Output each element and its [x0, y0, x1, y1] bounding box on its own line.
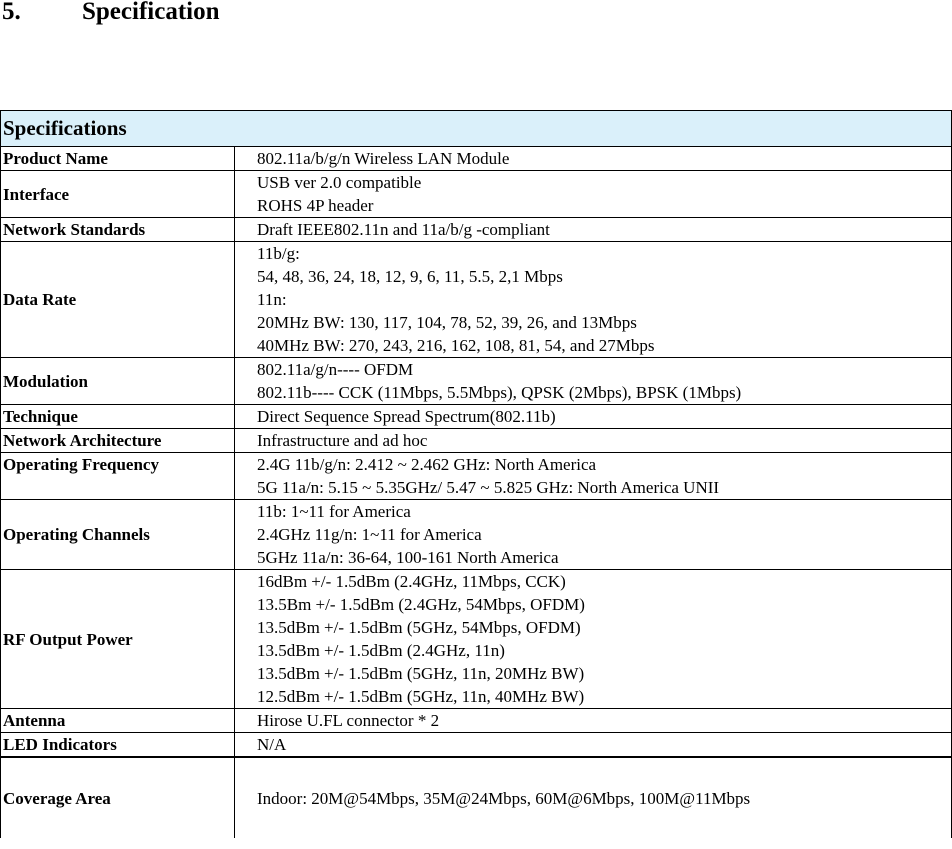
table-row: [1, 570, 952, 709]
table-row: [1, 500, 952, 570]
row-value: [235, 453, 952, 500]
value-line: 12.5dBm +/- 1.5dBm (5GHz, 11n, 40MHz BW): [257, 687, 585, 706]
row-value: [235, 218, 952, 242]
table-row: [1, 405, 952, 429]
value-line: Hirose U.FL connector * 2: [257, 711, 440, 730]
row-value: [235, 171, 952, 218]
table-header: Specifications: [1, 111, 952, 147]
table-row: [1, 242, 952, 358]
row-value: [235, 757, 952, 838]
row-label: Antenna: [1, 709, 235, 733]
table-row: [1, 218, 952, 242]
row-value: [235, 358, 952, 405]
value-line: 13.5dBm +/- 1.5dBm (5GHz, 11n, 20MHz BW): [257, 664, 585, 683]
row-label: RF Output Power: [1, 570, 235, 709]
value-line: 20MHz BW: 130, 117, 104, 78, 52, 39, 26, and 13Mbps: [257, 313, 637, 332]
section-number: 5.: [2, 0, 21, 25]
value-line: Draft IEEE802.11n and 11a/b/g -compliant: [257, 220, 550, 239]
value-line: 11n:: [257, 290, 287, 309]
row-label: Technique: [1, 405, 235, 429]
value-line: 2.4G 11b/g/n: 2.412 ~ 2.462 GHz: North America: [257, 455, 597, 474]
section-title: Specification: [82, 0, 220, 25]
table-header-row: [1, 111, 952, 147]
value-line: 5G 11a/n: 5.15 ~ 5.35GHz/ 5.47 ~ 5.825 GHz: North America UNII: [257, 478, 720, 497]
specifications-table: [0, 110, 952, 838]
value-line: 13.5dBm +/- 1.5dBm (5GHz, 54Mbps, OFDM): [257, 618, 581, 637]
value-line: 54, 48, 36, 24, 18, 12, 9, 6, 11, 5.5, 2,1 Mbps: [257, 267, 563, 286]
table-row: [1, 429, 952, 453]
value-line: 13.5dBm +/- 1.5dBm (2.4GHz, 11n): [257, 641, 505, 660]
row-label: Product Name: [1, 147, 235, 171]
value-line: Infrastructure and ad hoc: [257, 431, 428, 450]
row-label: Coverage Area: [1, 757, 235, 838]
row-label: Network Architecture: [1, 429, 235, 453]
value-line: 2.4GHz 11g/n: 1~11 for America: [257, 525, 482, 544]
value-line: ROHS 4P header: [257, 196, 374, 215]
row-value: [235, 500, 952, 570]
section-heading: [2, 0, 220, 30]
value-line: N/A: [257, 735, 287, 754]
row-label: Modulation: [1, 358, 235, 405]
row-label: Interface: [1, 171, 235, 218]
value-line: 802.11b---- CCK (11Mbps, 5.5Mbps), QPSK (2Mbps), BPSK (1Mbps): [257, 383, 742, 402]
value-line: 11b/g:: [257, 244, 300, 263]
row-label: LED Indicators: [1, 733, 235, 758]
row-label: Data Rate: [1, 242, 235, 358]
value-line: 802.11a/g/n---- OFDM: [257, 360, 414, 379]
row-value: [235, 405, 952, 429]
row-value: [235, 147, 952, 171]
value-line: 16dBm +/- 1.5dBm (2.4GHz, 11Mbps, CCK): [257, 572, 566, 591]
value-line: USB ver 2.0 compatible: [257, 173, 422, 192]
table-row: [1, 733, 952, 758]
row-label: Operating Channels: [1, 500, 235, 570]
table-row: [1, 147, 952, 171]
value-line: 5GHz 11a/n: 36-64, 100-161 North America: [257, 548, 559, 567]
value-line: 40MHz BW: 270, 243, 216, 162, 108, 81, 54, and 27Mbps: [257, 336, 655, 355]
row-value: [235, 709, 952, 733]
table-row: [1, 453, 952, 500]
value-line: Direct Sequence Spread Spectrum(802.11b): [257, 407, 556, 426]
table-row: [1, 358, 952, 405]
row-value: [235, 429, 952, 453]
value-line: 11b: 1~11 for America: [257, 502, 411, 521]
value-line: Indoor: 20M@54Mbps, 35M@24Mbps, 60M@6Mbps, 100M@11Mbps: [257, 788, 751, 808]
value-line: 13.5Bm +/- 1.5dBm (2.4GHz, 54Mbps, OFDM): [257, 595, 585, 614]
row-label: Network Standards: [1, 218, 235, 242]
row-value: [235, 570, 952, 709]
table-row: [1, 709, 952, 733]
value-line: 802.11a/b/g/n Wireless LAN Module: [257, 149, 510, 168]
row-label: Operating Frequency: [1, 453, 235, 500]
row-value: [235, 242, 952, 358]
table-row: [1, 171, 952, 218]
table-row: [1, 757, 952, 838]
row-value: [235, 733, 952, 758]
